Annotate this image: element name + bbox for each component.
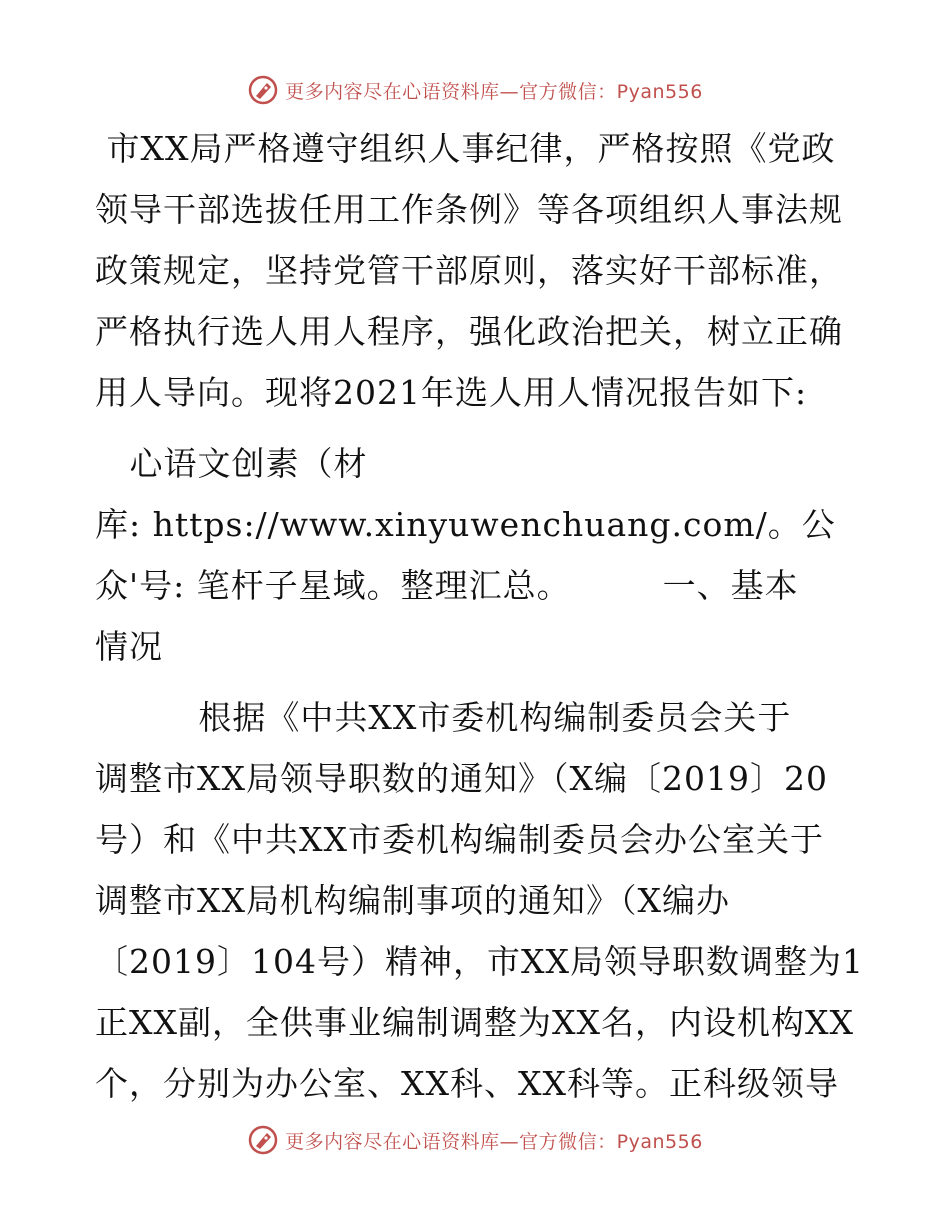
document-body — [95, 118, 864, 1114]
paragraph-line: 调整市XX局机构编制事项的通知》（X编办 — [95, 881, 730, 920]
paragraph-line: 用人导向。现将2021年选人用人情况报告如下: — [95, 373, 808, 412]
paragraph-line: 根据《中共XX市委机构编制委员会关于 — [95, 698, 792, 737]
paragraph-line: 号）和《中共XX市委机构编制委员会办公室关于 — [95, 820, 824, 859]
paragraph-line: 政策规定，坚持党管干部原则，落实好干部标准， — [95, 251, 843, 290]
pen-nib-logo-icon — [247, 1124, 279, 1156]
source-note-line: 库: https://www.xinyuwenchuang.com/。公 — [95, 505, 836, 544]
watermark-banner-top — [0, 70, 950, 110]
paragraph-line: 正XX副，全供事业编制调整为XX名，内设机构XX — [95, 1003, 854, 1042]
watermark-text: 更多内容尽在心语资料库—官方微信：Pyan556 — [285, 80, 703, 103]
watermark-text: 更多内容尽在心语资料库—官方微信：Pyan556 — [285, 1130, 703, 1153]
watermark-banner-bottom — [0, 1120, 950, 1160]
paragraph-line: 领导干部选拔任用工作条例》等各项组织人事法规 — [95, 190, 843, 229]
section-heading-line: 情况 — [95, 627, 163, 666]
paragraph-line: 个，分别为办公室、XX科、XX科等。正科级领导 — [95, 1064, 839, 1103]
paragraph-line: 严格执行选人用人程序，强化政治把关，树立正确 — [95, 312, 843, 351]
source-note-line: 心语文创素（材 — [95, 444, 368, 483]
pen-nib-logo-icon — [247, 74, 279, 106]
paragraph-line: 调整市XX局领导职数的通知》（X编〔2019〕20 — [95, 759, 828, 798]
source-note-line: 众'号: 笔杆子星域。整理汇总。 一、基本 — [95, 566, 799, 605]
paragraph-line: 市XX局严格遵守组织人事纪律，严格按照《党政 — [95, 129, 836, 168]
paragraph-line: 〔2019〕104号）精神，市XX局领导职数调整为1 — [95, 942, 864, 981]
